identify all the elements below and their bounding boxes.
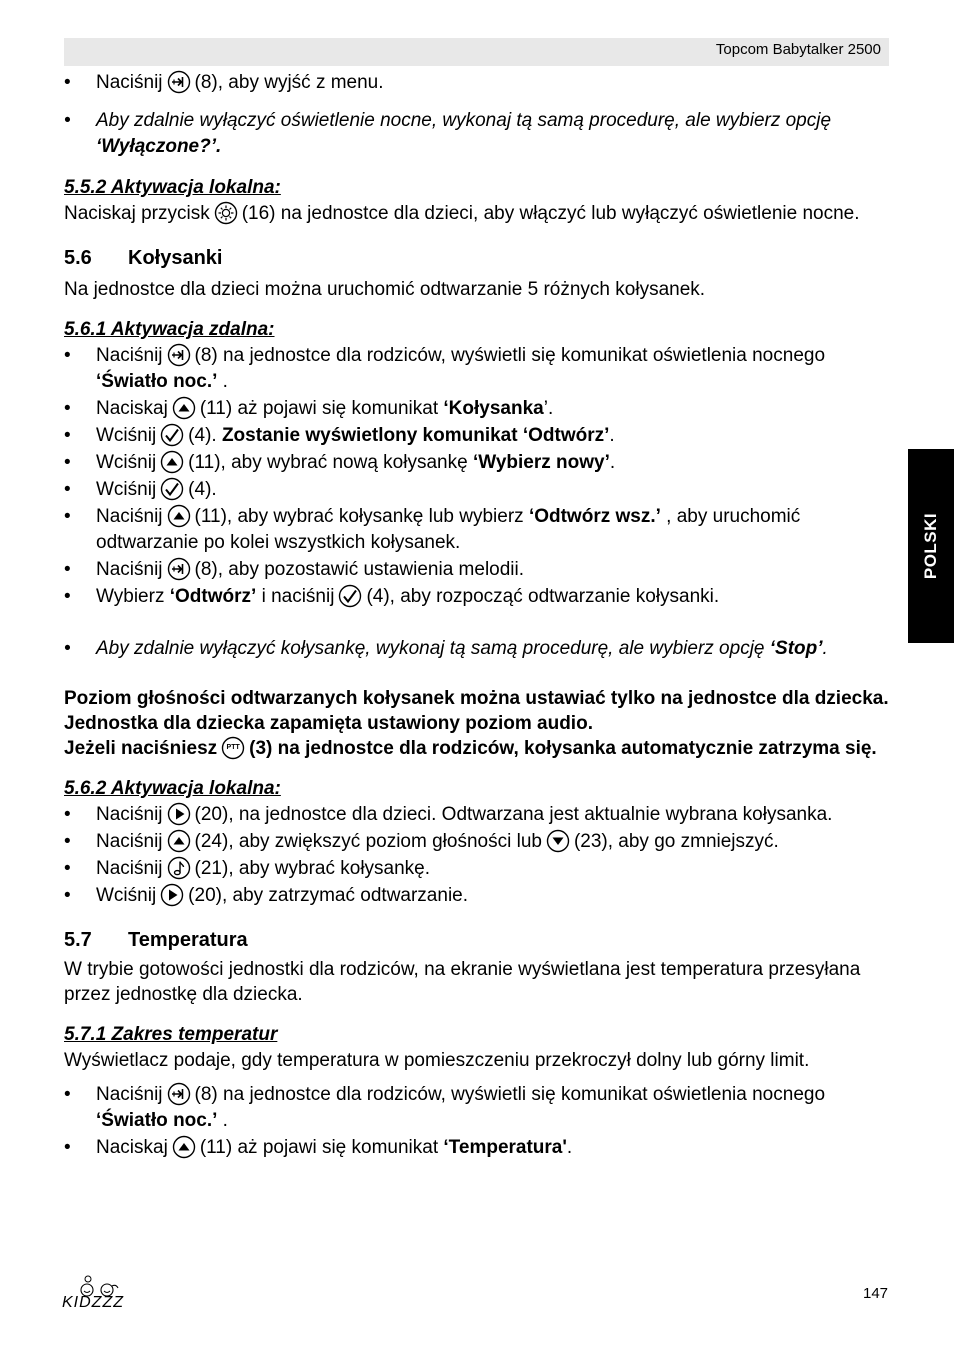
page-content — [64, 70, 889, 1161]
header-title: Topcom Babytalker 2500 — [715, 41, 881, 58]
list-item: • Naciśnij (8), aby pozostawić ustawienia melodii. — [64, 557, 889, 583]
note-paragraph: Poziom głośności odtwarzanych kołysanek można ustawiać tylko na jednostce dla dziecka. Jednostka dla dziecka zapamięta ustawiony poziom audio. — [64, 688, 889, 734]
paragraph: Naciskaj przycisk (16) na jednostce dla dzieci, aby włączyć lub wyłączyć oświetlenie nocne. — [64, 203, 860, 224]
menu-exit-icon — [167, 1082, 191, 1106]
music-note-icon — [167, 856, 191, 880]
down-arrow-icon — [546, 829, 570, 853]
list-item: • Naciśnij (21), aby wybrać kołysankę. — [64, 856, 889, 882]
up-arrow-icon — [167, 829, 191, 853]
checkmark-icon — [338, 584, 362, 608]
list-item: • Naciśnij (8) na jednostce dla rodziców, wyświetli się komunikat oświetlenia nocnego ‘Światło noc.’ . — [64, 343, 889, 395]
paragraph: W trybie gotowości jednostki dla rodziców, na ekranie wyświetlana jest temperatura przesyłana przez jednostkę dla dziecka. — [64, 959, 861, 1005]
up-arrow-icon — [172, 1135, 196, 1159]
list-item: • Aby zdalnie wyłączyć kołysankę, wykonaj tą samą procedurę, ale wybierz opcję ‘Stop’. — [64, 636, 889, 662]
list-item: • Naciśnij (8) na jednostce dla rodziców, wyświetli się komunikat oświetlenia nocnego ‘Światło noc.’ . — [64, 1082, 889, 1134]
list-item: • Naciśnij (11), aby wybrać kołysankę lub wybierz ‘Odtwórz wsz.’ , aby uruchomić odtwarzanie po kolei wszystkich kołysanek. — [64, 504, 889, 556]
up-arrow-icon — [172, 396, 196, 420]
kidzzz-logo — [60, 1272, 135, 1314]
play-icon — [160, 883, 184, 907]
subsection-heading: 5.6.1 Aktywacja zdalna: — [64, 319, 275, 340]
language-tab-label: POLSKI — [921, 512, 940, 580]
paragraph: Na jednostce dla dzieci można uruchomić odtwarzanie 5 różnych kołysanek. — [64, 279, 706, 300]
logo-text: KIDZZZ — [62, 1294, 124, 1311]
language-tab — [908, 449, 954, 643]
note-paragraph: Jeżeli naciśniesz PTT (3) na jednostce dla rodziców, kołysanka automatycznie zatrzyma się. — [64, 738, 877, 759]
list-item: • Naciskaj (11) aż pojawi się komunikat ‘Kołysanka’. — [64, 396, 889, 422]
menu-exit-icon — [167, 343, 191, 367]
section-heading: 5.7 Temperatura — [64, 929, 248, 951]
page-number: 147 — [863, 1285, 889, 1302]
list-item: • Aby zdalnie wyłączyć oświetlenie nocne, wykonaj tą samą procedurę, ale wybierz opcję ‘Wyłączone?’. — [64, 108, 889, 160]
list-item: • Naciskaj (11) aż pojawi się komunikat ‘Temperatura'. — [64, 1135, 889, 1161]
paragraph: Wyświetlacz podaje, gdy temperatura w pomieszczeniu przekroczył dolny lub górny limit. — [64, 1050, 810, 1071]
ptt-icon: PTT — [221, 736, 245, 760]
list-item: • Naciśnij (20), na jednostce dla dzieci. Odtwarzana jest aktualnie wybrana kołysanka. — [64, 802, 889, 828]
checkmark-icon — [160, 477, 184, 501]
list-item: • Wciśnij (4). Zostanie wyświetlony komunikat ‘Odtwórz’. — [64, 423, 889, 449]
list-item: • Wciśnij (4). — [64, 477, 889, 503]
list-item: • Naciśnij (24), aby zwiększyć poziom głośności lub (23), aby go zmniejszyć. — [64, 829, 889, 855]
up-arrow-icon — [160, 450, 184, 474]
menu-exit-icon — [167, 557, 191, 581]
subsection-heading: 5.6.2 Aktywacja lokalna: — [64, 778, 281, 799]
page-header — [64, 38, 889, 66]
menu-exit-icon — [167, 70, 191, 94]
list-item: • Wybierz ‘Odtwórz’ i naciśnij (4), aby rozpocząć odtwarzanie kołysanki. — [64, 584, 889, 610]
list-item: • Wciśnij (11), aby wybrać nową kołysankę ‘Wybierz nowy’. — [64, 450, 889, 476]
list-item: • Wciśnij (20), aby zatrzymać odtwarzanie. — [64, 883, 889, 909]
subsection-heading: 5.7.1 Zakres temperatur — [64, 1024, 278, 1045]
subsection-heading: 5.5.2 Aktywacja lokalna: — [64, 177, 281, 198]
list-item: • Naciśnij (8), aby wyjść z menu. — [64, 70, 889, 96]
section-heading: 5.6 Kołysanki — [64, 247, 223, 269]
up-arrow-icon — [167, 504, 191, 528]
checkmark-icon — [160, 423, 184, 447]
night-light-icon — [214, 201, 238, 225]
play-icon — [167, 802, 191, 826]
